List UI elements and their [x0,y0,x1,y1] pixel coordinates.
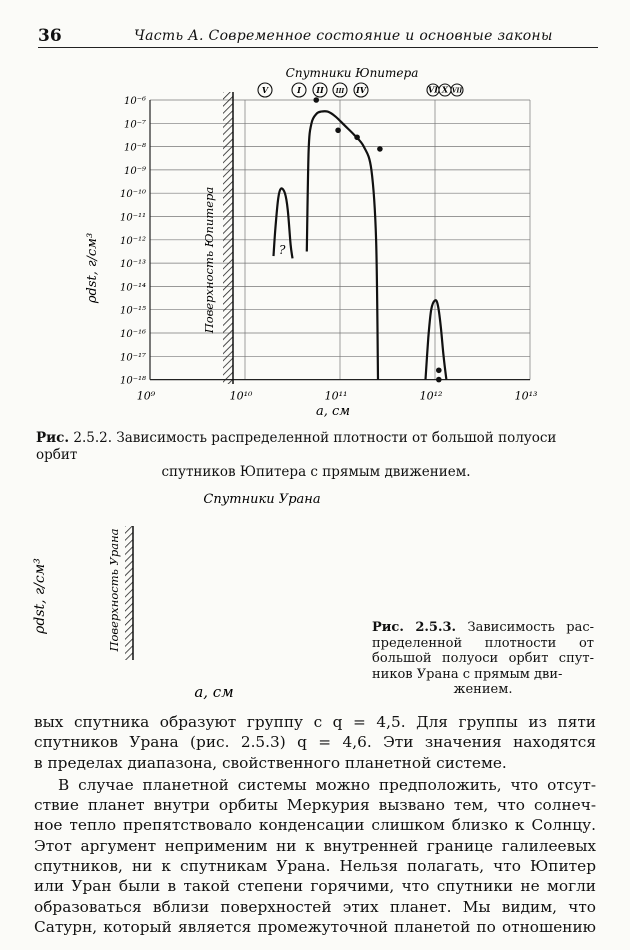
fig1-y-tick-label: 10⁻¹³ [119,259,146,271]
fig1-y-tick-label: 10⁻¹⁵ [119,305,146,317]
figure-uranus-chart [0,488,370,708]
fig1-curve-VI, VII, X [426,300,447,379]
fig2-y-axis-label: ρdst, г/см³ [32,558,48,634]
fig2-surface-hatch [125,526,133,660]
paragraph-continued [34,712,596,773]
fig1-marker-label: VII [451,87,463,95]
text-line: ное тепло препятствовало конденсации слишком близко к Солнцу. [34,816,596,835]
fig1-y-tick-label: 10⁻⁹ [123,165,146,177]
fig2-caption-line: ников Урана с прямым дви- [372,666,563,682]
fig1-x-tick-label: 10¹³ [514,389,538,403]
fig1-question-mark: ? [279,243,286,257]
fig1-data-point [354,134,360,140]
fig1-y-tick-label: 10⁻¹² [119,235,146,247]
fig1-y-tick-label: 10⁻¹⁰ [119,189,146,201]
fig1-data-point [436,377,442,383]
fig1-y-tick-label: 10⁻⁷ [123,119,146,131]
text-line: Этот аргумент неприменим ни к внутренней границе галилеевых [34,836,596,855]
fig1-data-point [436,367,442,373]
fig1-x-tick-label: 10⁹ [136,389,156,403]
fig2-caption-line: пределенной плотности от [372,635,594,651]
fig1-curves [274,111,447,379]
fig2-caption-line: Зависимость рас- [467,620,594,635]
page-number: 36 [38,26,62,46]
fig1-y-tick-label: 10⁻¹⁶ [119,329,146,340]
fig1-caption-text: Зависимость распределенной плотности от большой полуоси орбит [36,430,557,463]
fig1-x-tick-labels [137,390,538,403]
fig1-surface-label: Поверхность Юпитера [202,186,216,334]
fig1-caption-label: Рис. [36,430,70,446]
fig1-y-tick-labels [120,96,146,387]
text-line: в пределах диапазона, свойственного планетной системе. [34,753,507,772]
page-header [38,26,598,48]
fig1-data-point [377,146,383,152]
fig1-marker-label: V [261,85,269,96]
fig1-satellite-markers [258,83,463,97]
fig1-x-tick-label: 10¹² [419,389,443,403]
fig1-marker-label: X [441,84,449,95]
text-line: или Уран были в такой степени горячими, что спутники не могли [34,877,596,896]
fig1-y-tick-label: 10⁻¹¹ [119,212,146,224]
running-title: Часть А. Современное состояние и основные законы [134,28,553,44]
fig1-y-tick-label: 10⁻⁸ [123,142,146,154]
text-line: образоваться вблизи поверхностей этих планет. Мы видим, что [34,897,596,916]
fig1-surface-hatch [223,92,233,384]
text-line: спутников, ни к спутникам Урана. Нельзя полагать, что Юпитер [34,857,596,876]
fig1-marker-label: II [316,85,324,96]
fig1-marker-label: I [297,85,301,96]
fig1-x-tick-label: 10¹¹ [324,389,348,403]
fig1-data-point [335,127,341,133]
header-rule [38,47,598,48]
fig1-curve-I–IV [307,111,378,379]
fig1-x-axis-label: a, см [315,404,351,419]
fig1-y-tick-label: 10⁻⁶ [123,96,146,107]
fig2-caption-label: Рис. [372,620,404,635]
text-line: вых спутника образуют группу с q = 4,5. Для группы из пяти [34,713,596,731]
fig1-y-tick-label: 10⁻¹⁴ [119,282,146,294]
fig1-marker-label: IV [356,85,366,96]
figure-jupiter-chart [0,60,630,430]
fig1-y-tick-label: 10⁻¹⁸ [119,375,146,387]
figure1-caption [36,430,596,481]
fig1-data-point [313,97,319,103]
text-line: ствие планет внутри орбиты Меркурия вызвано тем, что солнеч- [34,796,596,815]
figure2-caption [372,620,594,698]
fig1-title: Спутники Юпитера [285,66,419,80]
fig2-x-axis-label: a, см [194,683,234,701]
fig2-caption-line: большой полуоси орбит спут- [372,651,594,666]
fig2-caption-line: жением. [453,682,513,697]
fig1-x-tick-label: 10¹⁰ [229,389,253,403]
text-line: В случае планетной системы можно предположить, что отсут- [58,775,596,794]
fig1-y-tick-label: 10⁻¹⁷ [119,352,146,364]
paragraph [34,775,596,937]
fig2-caption-number: 2.5.3. [415,620,457,635]
fig1-caption-number: 2.5.2. [73,430,113,446]
fig2-title: Спутники Урана [203,492,321,507]
body-text [34,712,596,937]
text-line: спутников Урана (рис. 2.5.3) q = 4,6. Эти значения находятся [34,733,596,752]
fig1-marker-label: VI [428,84,438,95]
fig1-y-axis-label: ρdst, г/см³ [85,232,100,304]
fig1-marker-label: III [335,88,345,96]
fig2-surface-label: Поверхность Урана [107,528,121,652]
fig1-caption-text-2: спутников Юпитера с прямым движением. [161,464,471,480]
text-line: Сатурн, который является промежуточной планетой по отношению [34,917,596,936]
